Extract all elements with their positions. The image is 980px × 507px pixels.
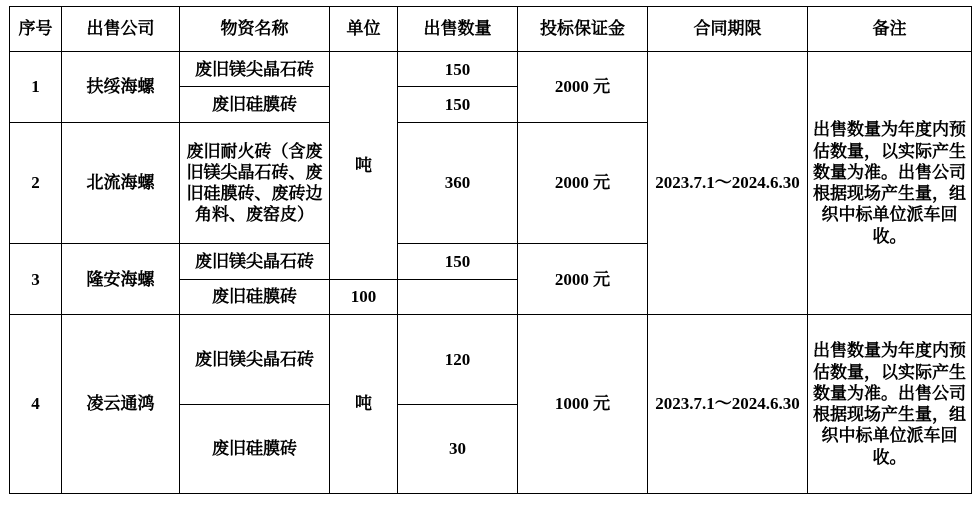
materials-sale-table: [9, 6, 972, 494]
cell-company: 凌云通鸿: [62, 315, 180, 494]
cell-remark: 出售数量为年度内预估数量，以实际产生数量为准。出售公司根据现场产生量，组织中标单位派车回收。: [808, 52, 972, 315]
cell-material: 废旧硅膜砖: [180, 404, 330, 493]
cell-period: 2023.7.1～2024.6.30: [648, 315, 808, 494]
header-index: 序号: [10, 7, 62, 52]
cell-remark: 出售数量为年度内预估数量，以实际产生数量为准。出售公司根据现场产生量，组织中标单位派车回收。: [808, 315, 972, 494]
cell-period: 2023.7.1～2024.6.30: [648, 52, 808, 315]
header-unit: 单位: [330, 7, 398, 52]
cell-material: 废旧耐火砖（含废旧镁尖晶石砖、废旧硅膜砖、废砖边角料、废窑皮）: [180, 122, 330, 243]
cell-material: 废旧镁尖晶石砖: [180, 315, 330, 404]
header-row: [10, 7, 972, 52]
cell-index: 2: [10, 122, 62, 243]
cell-bond: 1000 元: [518, 315, 648, 494]
cell-company: 隆安海螺: [62, 244, 180, 315]
header-remark: 备注: [808, 7, 972, 52]
header-bond: 投标保证金: [518, 7, 648, 52]
cell-company: 扶绥海螺: [62, 52, 180, 123]
cell-unit: 吨: [330, 315, 398, 494]
cell-material: 废旧镁尖晶石砖: [180, 52, 330, 87]
cell-company: 北流海螺: [62, 122, 180, 243]
cell-material: 废旧镁尖晶石砖: [180, 244, 330, 279]
cell-index: 3: [10, 244, 62, 315]
cell-quantity: 150: [398, 52, 518, 87]
table-container: [9, 6, 971, 494]
header-quantity: 出售数量: [398, 7, 518, 52]
cell-quantity: 360: [398, 122, 518, 243]
table-body: [10, 52, 972, 494]
cell-quantity: 150: [398, 87, 518, 122]
cell-quantity: 120: [398, 315, 518, 404]
cell-material: 废旧硅膜砖: [180, 87, 330, 122]
cell-index: 4: [10, 315, 62, 494]
cell-quantity: 100: [330, 279, 398, 314]
cell-quantity: 30: [398, 404, 518, 493]
cell-bond: 2000 元: [518, 244, 648, 315]
cell-bond: 2000 元: [518, 52, 648, 123]
header-company: 出售公司: [62, 7, 180, 52]
cell-quantity: 150: [398, 244, 518, 279]
cell-bond: 2000 元: [518, 122, 648, 243]
table-header: [10, 7, 972, 52]
cell-material: 废旧硅膜砖: [180, 279, 330, 314]
cell-unit: 吨: [330, 52, 398, 280]
table-row: [10, 52, 972, 87]
table-row: [10, 315, 972, 404]
header-material: 物资名称: [180, 7, 330, 52]
cell-index: 1: [10, 52, 62, 123]
header-period: 合同期限: [648, 7, 808, 52]
